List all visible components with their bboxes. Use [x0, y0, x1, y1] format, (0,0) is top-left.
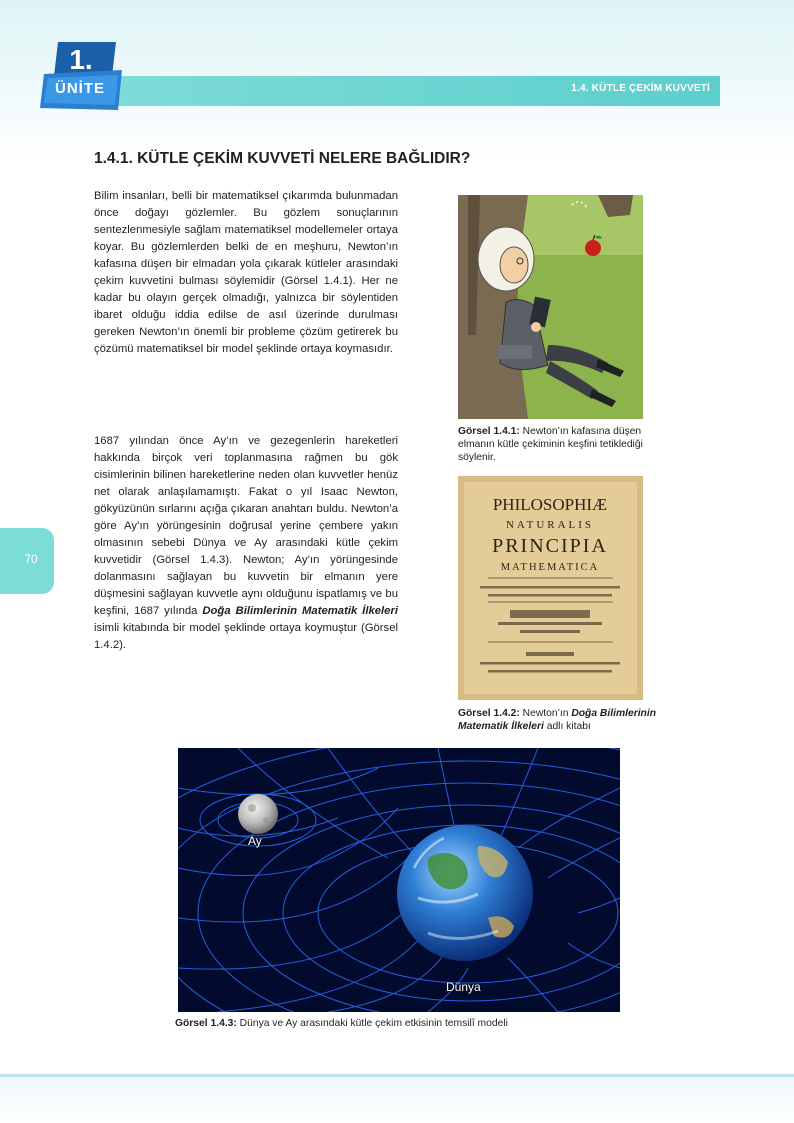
earth-label: Dünya [446, 980, 481, 994]
figure-3-caption-label: Görsel 1.4.3: [175, 1018, 237, 1029]
figure-1-caption-text: Newton’ın kafasına düşen elmanın kütle çekiminin keşfini tetiklediği söylenir. [458, 426, 643, 463]
figure-1-caption-label: Görsel 1.4.1: [458, 426, 520, 437]
paragraph-2-text-a: 1687 yılından önce Ay’ın ve gezegenlerin hareketleri hakkında birçok veri toplanmasına rağmen bu gök cisimlerinin bilinen hareketlerine neden olan kuvvetler henüz net olarak anlaşılamamıştı. Fakat o yıl Isaac Newton, gökyüzünün sırlarını açığa çıkaran anahtarı buldu. Newton’a göre Ay’ın yörüngesinin doğrusal yerine çembere yakın olmasının sebebi Dünya ve Ay arasındaki kütle çekim kuvvetidir (Görsel 1.4.3). Newton; Ay’ın yörüngesinde dolanmasını sağlayan bu kuvvetin bir elmanın yere düşmesini sağlayan kuvvetle aynı olduğunu ispatlamış ve bu keşfini, 1687 yılında [94, 435, 398, 617]
paragraph-1: Bilim insanları, belli bir matematiksel çıkarımda bulunmadan önce doğayı gözlemler. Bu gözlem sonuçlarının sentezlenmesiyle sağlam matematiksel modellemeler ortaya koyar. Bu gözlemlerden belki de en meşhuru, Newton’ın kafasına düşen bir elmadan yola çıkarak kütleler arasındaki çekim kuvvetini bulması söylemidir (Görsel 1.4.1). Her ne kadar bu olayın gerçek olmadığı, yalnızca bir söylentiden ibaret olduğu iddia edilse de asıl üzerinde durulması gereken Newton’ın önemli bir probleme çözüm getirerek bu çözümü matematiksel bir model şeklinde ortaya koymasıdır. [94, 190, 398, 355]
figure-2-caption-book-title: Doğa Bilimlerinin Matematik İlkeleri [458, 708, 657, 732]
figure-3-caption [175, 1017, 625, 1030]
unit-number: 1. [69, 44, 93, 75]
moon-label: Ay [248, 834, 262, 848]
paragraph-2 [94, 433, 398, 654]
unit-badge [38, 42, 124, 112]
figure-3-caption-text: Dünya ve Ay arasındaki kütle çekim etkisinin temsilî modeli [236, 1018, 508, 1029]
page-number: 70 [24, 552, 38, 566]
section-label: 1.4. KÜTLE ÇEKİM KUVVETİ [571, 83, 710, 94]
principia-title-line-4: MATHEMATICA [500, 562, 600, 573]
figure-2-caption-label: Görsel 1.4.2: [458, 708, 520, 719]
footer-background [0, 1077, 794, 1123]
earth-moon-gravity-model-image [178, 748, 620, 1012]
figure-1-caption [458, 425, 658, 464]
section-heading: 1.4.1. KÜTLE ÇEKİM KUVVETİ NELERE BAĞLIDIR? [94, 150, 471, 167]
newton-cartoon-image [458, 195, 643, 419]
principia-title-line-2: NATURALIS [505, 519, 595, 531]
principia-title-page-image [458, 476, 643, 700]
figure-2-caption-text-a: Newton’ın [519, 708, 572, 719]
figure-2-caption-text-b: adlı kitabı [543, 721, 591, 732]
newton-cartoon-illustration [458, 195, 643, 419]
principia-title-page [458, 476, 643, 700]
unit-word: ÜNİTE [55, 80, 105, 97]
principia-title-line-3: PRINCIPIA [492, 535, 608, 557]
principia-title-line-1: PHILOSOPHIÆ [492, 495, 608, 514]
figure-2-caption [458, 707, 658, 733]
paragraph-2-book-title: Doğa Bilimlerinin Matematik İlkeleri [202, 605, 398, 617]
paragraph-2-text-b: isimli kitabında bir model şeklinde ortaya koymuştur (Görsel 1.4.2). [94, 622, 398, 651]
spacetime-grid-illustration [178, 748, 620, 1012]
